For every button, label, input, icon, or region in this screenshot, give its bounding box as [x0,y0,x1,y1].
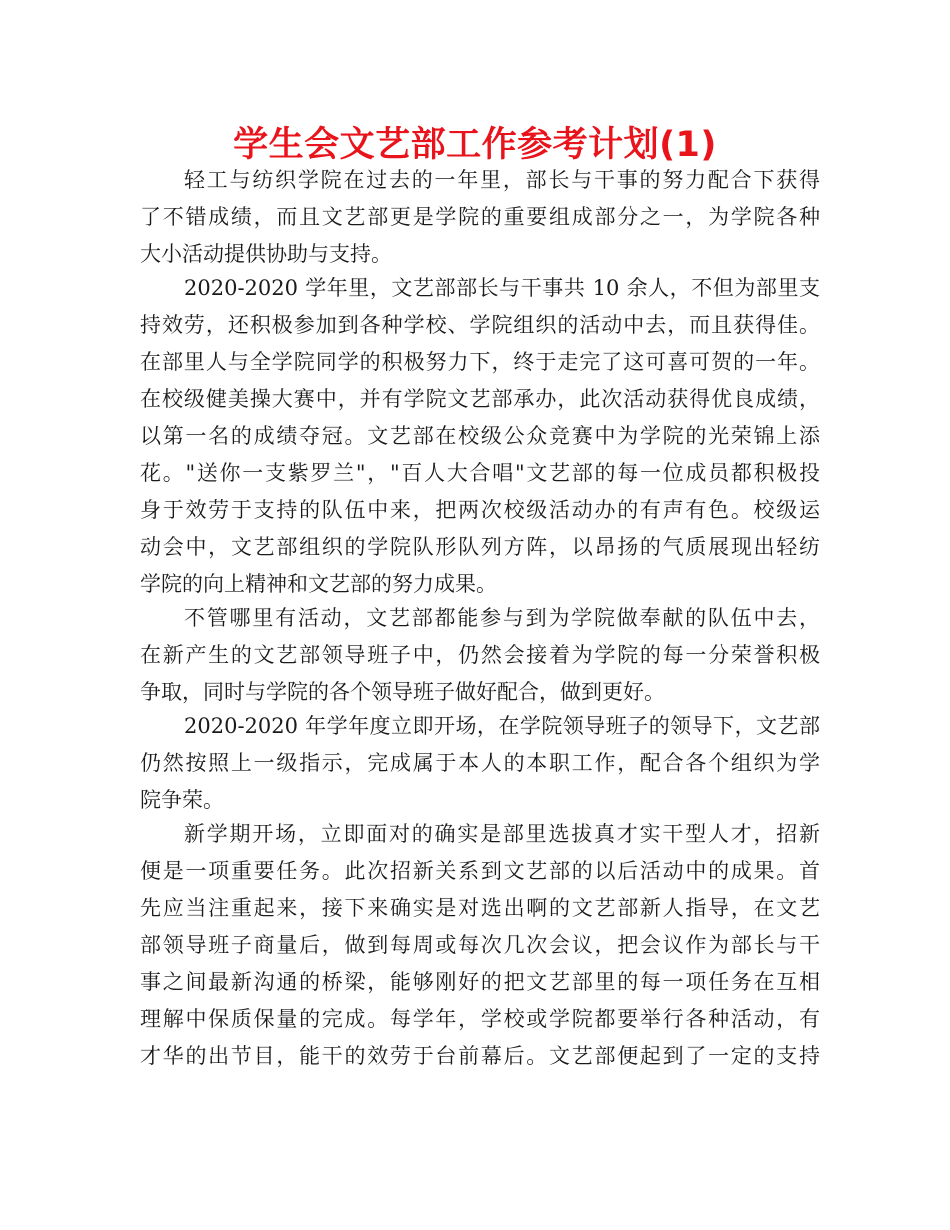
text-line: 新学期开场，立即面对的确实是部里选拔真才实干型人才，招新 [184,822,820,846]
document-title: 学生会文艺部工作参考计划(1) [233,125,717,165]
text-line: 轻工与纺织学院在过去的一年里，部长与干事的努力配合下获得 [184,168,820,192]
text-line: 部领导班子商量后，做到每周或每次几次会议，把会议作为部长与干 [140,933,820,957]
text-line: 花。"送你一支紫罗兰"，"百人大合唱"文艺部的每一位成员都积极投 [140,461,820,485]
text-line: 在部里人与全学院同学的积极努力下，终于走完了这可喜可贺的一年。 [140,350,820,374]
text-line: 仍然按照上一级指示，完成属于本人的本职工作，配合各个组织为学 [140,751,820,775]
text-line: 2020-2020 学年里，文艺部部长与干事共 10 余人，不但为部里支 [184,276,820,300]
text-line: 2020-2020 年学年度立即开场，在学院领导班子的领导下，文艺部 [184,714,820,738]
text-line: 才华的出节目，能干的效劳于台前幕后。文艺部便起到了一定的支持 [140,1044,820,1068]
text-line: 争取，同时与学院的各个领导班子做好配合，做到更好。 [140,680,665,704]
text-line: 了不错成绩，而且文艺部更是学院的重要组成部分之一，为学院各种 [140,205,820,229]
text-line: 大小活动提供协助与支持。 [140,242,392,266]
text-line: 先应当注重起来，接下来确实是对选出啊的文艺部新人指导，在文艺 [140,896,820,920]
text-line: 事之间最新沟通的桥梁，能够刚好的把文艺部里的每一项任务在互相 [140,970,820,994]
text-line: 身于效劳于支持的队伍中来，把两次校级活动办的有声有色。校级运 [140,498,820,522]
text-line: 理解中保质保量的完成。每学年，学校或学院都要举行各种活动，有 [140,1007,820,1031]
text-line: 便是一项重要任务。此次招新关系到文艺部的以后活动中的成果。首 [140,859,820,883]
text-line: 院争荣。 [140,788,224,812]
text-line: 在校级健美操大赛中，并有学院文艺部承办，此次活动获得优良成绩， [140,387,820,411]
text-line: 动会中，文艺部组织的学院队形队列方阵，以昂扬的气质展现出轻纺 [140,535,820,559]
text-line: 在新产生的文艺部领导班子中，仍然会接着为学院的每一分荣誉积极 [140,643,820,667]
text-line: 不管哪里有活动，文艺部都能参与到为学院做奉献的队伍中去， [184,606,820,630]
text-line: 以第一名的成绩夺冠。文艺部在校级公众竞赛中为学院的光荣锦上添 [140,424,820,448]
text-line: 学院的向上精神和文艺部的努力成果。 [140,572,497,596]
text-line: 持效劳，还积极参加到各种学校、学院组织的活动中去，而且获得佳。 [140,313,820,337]
